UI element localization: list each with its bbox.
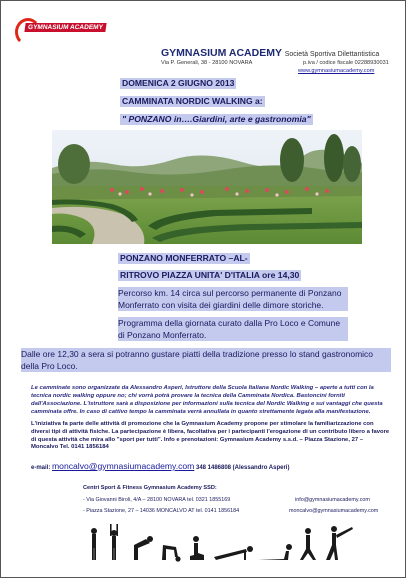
org-subtitle: Società Sportiva Dilettantistica: [284, 51, 380, 58]
event-food: Dalle ore 12,30 a sera si potranno gustare piatti della tradizione presso lo stand gastronomico della Pro Loco.: [21, 348, 391, 372]
footer-moncalvo-email[interactable]: moncalvo@gymnasiumacademy.com: [289, 508, 379, 514]
footer-moncalvo-address: - Piazza Stazione, 27 – 14036 MONCALVO AT tel. 0141 1856184: [83, 508, 240, 514]
footer-novara-address: - Via Giovanni Biroli, 4/A – 28100 NOVARA tel. 0321 1855169: [83, 497, 231, 503]
org-website-link[interactable]: www.gymnasiumacademy.com: [298, 68, 375, 74]
logo-text: GYMNASIUM ACADEMY: [24, 23, 106, 32]
email-label: e-mail:: [31, 465, 53, 471]
org-address: Via P. Generali, 38 - 28100 NOVARA: [161, 60, 253, 66]
event-title: CAMMINATA NORDIC WALKING a:: [122, 96, 263, 106]
org-name: [161, 47, 379, 59]
event-program: Programma della giornata curato dalla Pro Loco e Comune di Ponzano Monferrato.: [118, 317, 348, 341]
garden-photo: [52, 130, 362, 244]
event-subtitle: " PONZANO in….Giardini, arte e gastronomia": [122, 114, 311, 124]
org-name-text: GYMNASIUM ACADEMY: [161, 47, 282, 59]
phone-text: 348 1486808 (Alessandro Asperi): [194, 465, 290, 471]
exercise-silhouettes-icon: [86, 523, 358, 563]
promotion-notes: L'iniziativa fa parte delle attività di promozione che la Gymnasium Academy propone per stimolare la familiarizzazione con diversi tipi di attività fisiche. La partecipazione è libera, facoltativa per i partecipanti l'erogazione di un contributo libero a favore di questa attività che mira allo "sport per tutti". Info e prenotazioni: Gymnasium Academy s.s.d. – Piazza Stazione, 27 – Moncalvo Tel. 0141 1856184: [31, 421, 390, 451]
org-vat: p.iva / codice fiscale 02288930031: [303, 60, 389, 66]
organizer-notes: Le camminate sono organizzate da Alessandro Asperi, Istruttore della Scuola Italiana Nordic Walking – aperte a tutti con la tecnica nordic walking oppure no; chi vorrà potrà provare la tecnica della Camminata Nordica. Bastoncini forniti dall'Associazione. L'istruttore sarà a disposizione per informazioni sulla tecnica del Nordic Walking e sui vantaggi che questa camminata offre. In caso di cattivo tempo la camminata verrà annullata in quanto strettamente legata alla manifestazione.: [31, 385, 383, 415]
event-meeting: RITROVO PIAZZA UNITA' D'ITALIA ore 14,30: [120, 270, 300, 280]
contact-line: [31, 461, 289, 471]
footer-novara-email[interactable]: info@gymnasiumacademy.com: [295, 497, 370, 503]
footer-title: Centri Sport & Fitness Gymnasium Academy SSD:: [83, 485, 217, 491]
email-link[interactable]: moncalvo@gymnasiumacademy.com: [52, 461, 195, 471]
event-date: DOMENICA 2 GIUGNO 2013: [122, 78, 235, 88]
event-route: Percorso km. 14 circa sul percorso permanente di Ponzano Monferrato con visita dei giardini delle dimore storiche.: [118, 287, 348, 311]
event-location: PONZANO MONFERRATO –AL-: [120, 253, 248, 263]
